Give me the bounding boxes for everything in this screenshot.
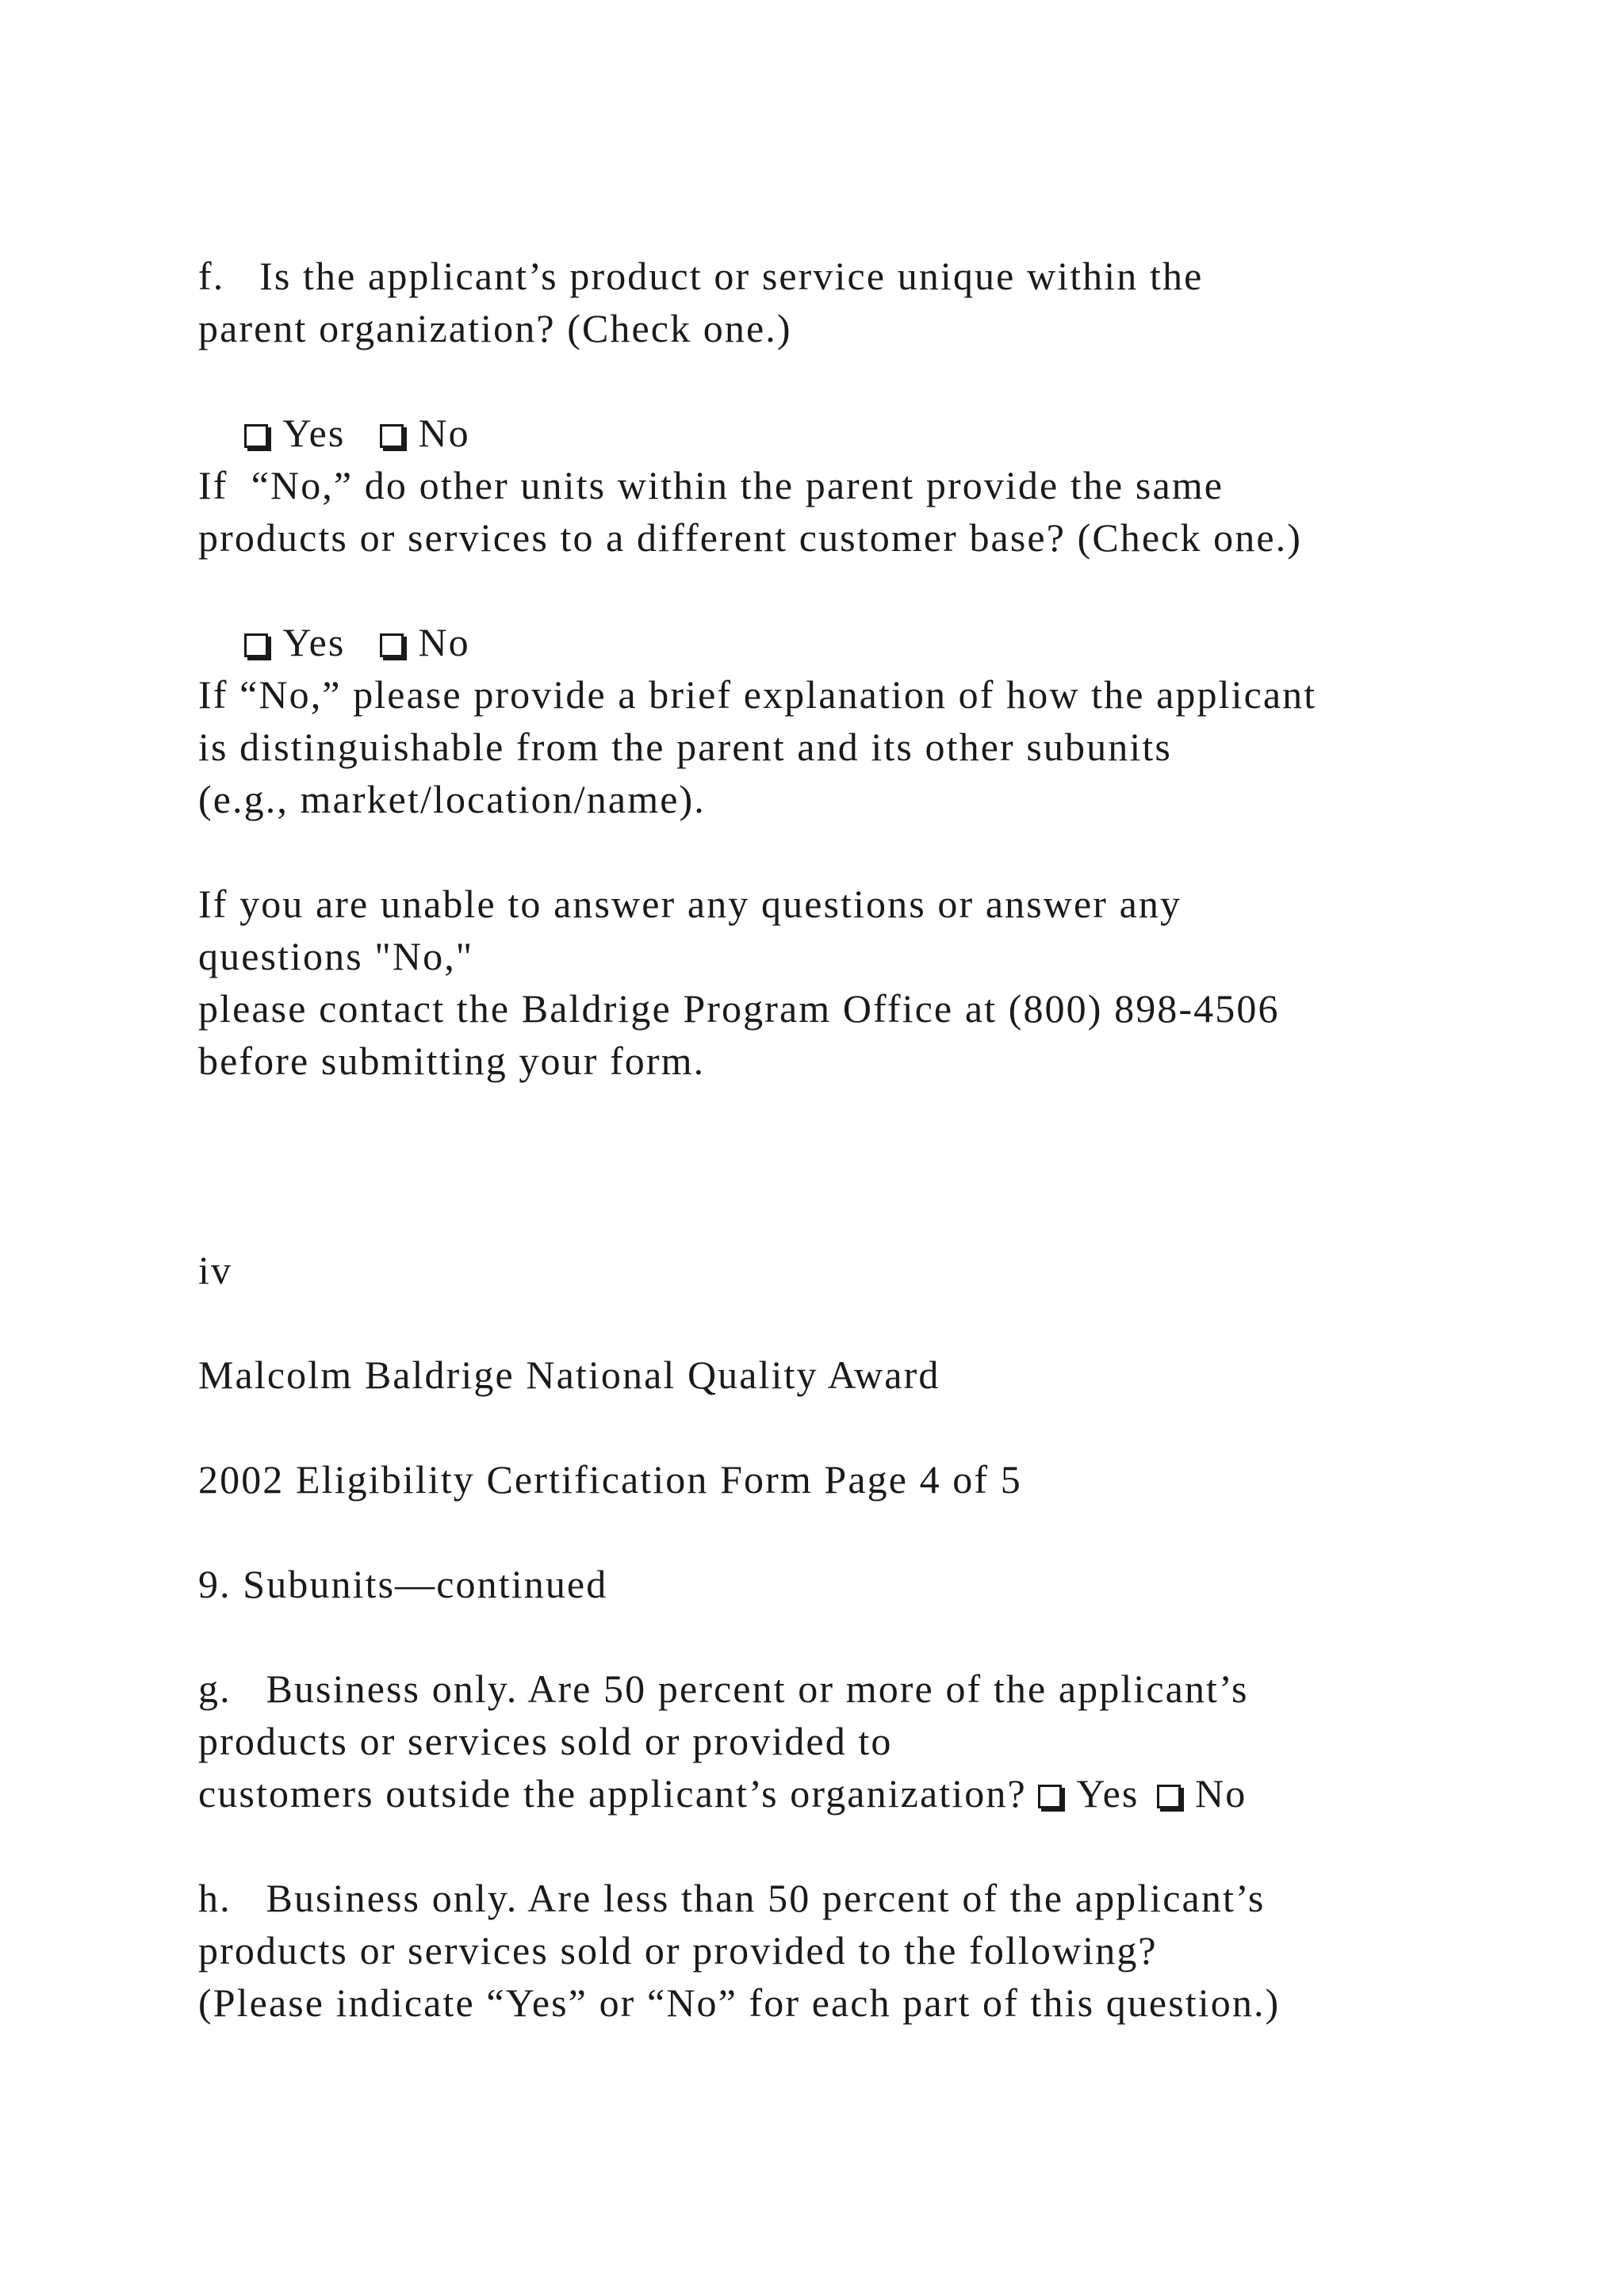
checkbox-icon[interactable] xyxy=(1038,1785,1062,1808)
question-g-line-1: g. Business only. Are 50 percent or more of the applicant’s xyxy=(198,1667,1249,1711)
contact-line-4: before submitting your form. xyxy=(198,1039,706,1083)
checkbox-icon[interactable] xyxy=(244,424,268,448)
option-label: No xyxy=(418,411,470,455)
contact-line-3: please contact the Baldrige Program Office at (800) 898-4506 xyxy=(198,986,1280,1031)
question-f-line-2: parent organization? (Check one.) xyxy=(198,306,792,350)
question-g-line-3 xyxy=(198,1767,1253,1820)
form-title: 2002 Eligibility Certification Form Page 4 of 5 xyxy=(198,1457,1022,1502)
question-f-line-1: f. Is the applicant’s product or service unique within the xyxy=(198,254,1204,298)
contact-line-1: If you are unable to answer any questions or answer any xyxy=(198,882,1182,926)
question-g-yes-option[interactable] xyxy=(1038,1767,1139,1820)
question-h-line-2: products or services sold or provided to the following? xyxy=(198,1928,1158,1973)
question-f-no-option[interactable] xyxy=(380,407,469,459)
question-g-line-2: products or services sold or provided to xyxy=(198,1719,893,1763)
followup-line-1: If “No,” do other units within the parent provide the same xyxy=(198,463,1224,507)
followup-line-2: products or services to a different customer base? (Check one.) xyxy=(198,515,1303,560)
question-g-no-option[interactable] xyxy=(1157,1767,1247,1820)
checkbox-icon[interactable] xyxy=(1157,1785,1181,1808)
checkbox-icon[interactable] xyxy=(380,424,404,448)
explanation-line-2: is distinguishable from the parent and its other subunits xyxy=(198,725,1172,769)
contact-line-2: questions "No," xyxy=(198,934,474,978)
question-f-yes-option[interactable] xyxy=(244,407,345,459)
explanation-line-1: If “No,” please provide a brief explanation of how the applicant xyxy=(198,672,1317,717)
explanation-line-3: (e.g., market/location/name). xyxy=(198,777,706,821)
option-label: No xyxy=(1195,1771,1247,1816)
question-h-line-1: h. Business only. Are less than 50 percent of the applicant’s xyxy=(198,1876,1266,1920)
checkbox-icon[interactable] xyxy=(244,633,268,657)
question-g-text: customers outside the applicant’s organization? xyxy=(198,1771,1027,1816)
option-label: Yes xyxy=(282,620,346,664)
question-h-line-3: (Please indicate “Yes” or “No” for each part of this question.) xyxy=(198,1980,1281,2025)
option-label: No xyxy=(418,620,470,664)
page-marker: iv xyxy=(198,1248,233,1292)
followup-yes-option[interactable] xyxy=(244,616,345,668)
section-heading: 9. Subunits—continued xyxy=(198,1562,608,1606)
award-title: Malcolm Baldrige National Quality Award xyxy=(198,1353,940,1397)
option-label: Yes xyxy=(1076,1771,1139,1816)
checkbox-icon[interactable] xyxy=(380,633,404,657)
followup-no-option[interactable] xyxy=(380,616,469,668)
option-label: Yes xyxy=(282,411,346,455)
